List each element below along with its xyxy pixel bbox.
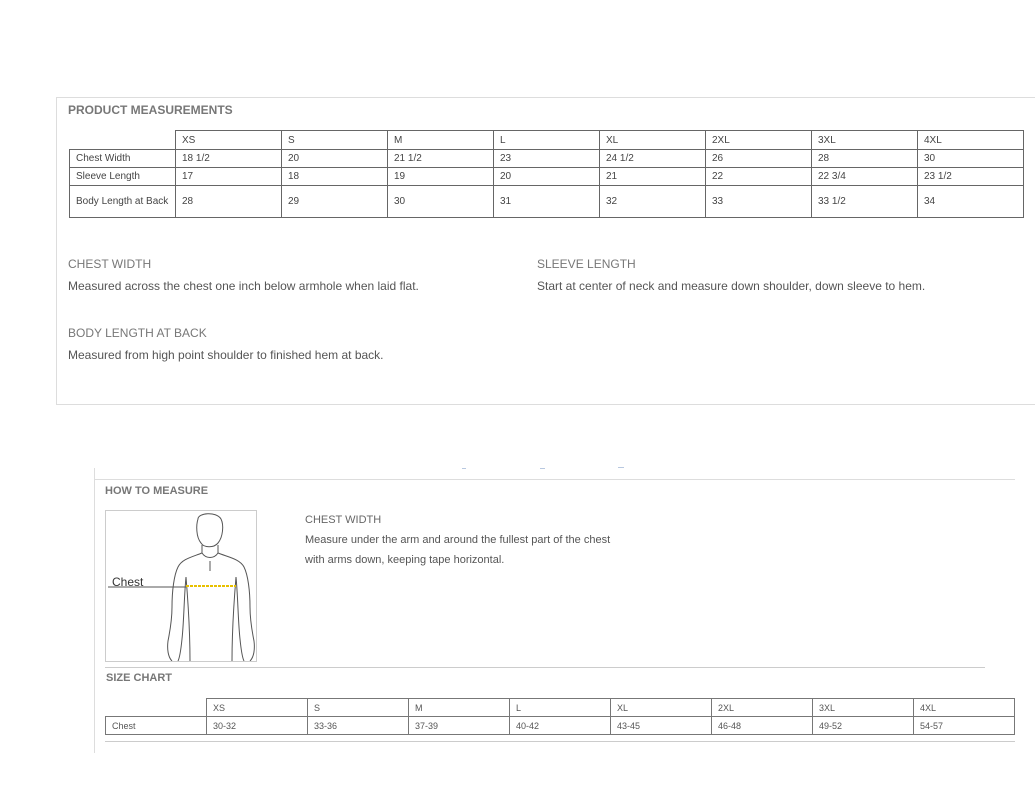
chest-label: Chest	[112, 575, 144, 589]
table-cell: 23 1/2	[918, 168, 1024, 186]
table-cell: 33 1/2	[812, 186, 918, 218]
table-cell: 33	[706, 186, 812, 218]
size-header: XS	[176, 131, 282, 150]
size-header: 3XL	[812, 131, 918, 150]
table-cell: 28	[176, 186, 282, 218]
product-measurements-title: PRODUCT MEASUREMENTS	[68, 103, 233, 117]
table-row	[70, 186, 1024, 218]
table-cell: 46-48	[712, 717, 813, 735]
row-label: Sleeve Length	[70, 168, 176, 186]
size-header: XL	[611, 699, 712, 717]
table-row	[70, 150, 1024, 168]
size-header-row	[70, 131, 1024, 150]
size-header: M	[388, 131, 494, 150]
table-cell: 31	[494, 186, 600, 218]
table-cell: 28	[812, 150, 918, 168]
size-chart-table	[105, 698, 1015, 735]
chest-width-instruction: Measure under the arm and around the fullest part of the chest	[305, 534, 611, 546]
size-header: 4XL	[914, 699, 1015, 717]
table-cell: 43-45	[611, 717, 712, 735]
table-cell: 54-57	[914, 717, 1015, 735]
table-cell: 37-39	[409, 717, 510, 735]
table-cell: 30-32	[207, 717, 308, 735]
measurement-figure	[105, 510, 257, 662]
row-label: Chest Width	[70, 150, 176, 168]
table-cell: 29	[282, 186, 388, 218]
sleeve-length-description: Start at center of neck and measure down shoulder, down sleeve to hem.	[537, 279, 926, 293]
size-header: M	[409, 699, 510, 717]
row-label: Chest	[106, 717, 207, 735]
table-row	[70, 168, 1024, 186]
table-cell: 40-42	[510, 717, 611, 735]
table-cell: 21 1/2	[388, 150, 494, 168]
product-measurements-panel	[56, 97, 1035, 405]
table-cell: 17	[176, 168, 282, 186]
size-header: XS	[207, 699, 308, 717]
table-cell: 22	[706, 168, 812, 186]
table-cell: 22 3/4	[812, 168, 918, 186]
table-cell: 18 1/2	[176, 150, 282, 168]
size-header: 3XL	[813, 699, 914, 717]
chest-width-heading: CHEST WIDTH	[68, 257, 152, 271]
size-header: XL	[600, 131, 706, 150]
size-header-row	[106, 699, 1015, 717]
table-row	[106, 717, 1015, 735]
product-measurements-table	[69, 130, 1024, 218]
how-to-measure-panel	[94, 468, 1015, 753]
chest-width-instruction: with arms down, keeping tape horizontal.	[305, 554, 505, 566]
table-cell: 34	[918, 186, 1024, 218]
body-length-heading: BODY LENGTH AT BACK	[68, 326, 207, 340]
size-header: L	[494, 131, 600, 150]
table-cell: 20	[282, 150, 388, 168]
table-cell: 49-52	[813, 717, 914, 735]
table-cell: 23	[494, 150, 600, 168]
how-to-measure-title: HOW TO MEASURE	[105, 485, 209, 497]
table-cell: 30	[918, 150, 1024, 168]
divider	[105, 741, 1015, 742]
table-cell: 32	[600, 186, 706, 218]
size-header: 2XL	[712, 699, 813, 717]
chest-width-heading: CHEST WIDTH	[305, 514, 382, 526]
table-cell: 30	[388, 186, 494, 218]
size-header: S	[282, 131, 388, 150]
table-cell: 20	[494, 168, 600, 186]
table-cell: 21	[600, 168, 706, 186]
chest-width-description: Measured across the chest one inch below armhole when laid flat.	[68, 279, 419, 293]
divider	[95, 479, 1015, 480]
size-header: 2XL	[706, 131, 812, 150]
row-label: Body Length at Back	[70, 186, 176, 218]
sleeve-length-heading: SLEEVE LENGTH	[537, 257, 636, 271]
table-cell: 26	[706, 150, 812, 168]
table-cell: 19	[388, 168, 494, 186]
size-chart-title: SIZE CHART	[106, 672, 172, 684]
divider	[105, 667, 985, 668]
table-cell: 18	[282, 168, 388, 186]
table-cell: 24 1/2	[600, 150, 706, 168]
size-header: S	[308, 699, 409, 717]
table-cell: 33-36	[308, 717, 409, 735]
size-header: L	[510, 699, 611, 717]
size-header: 4XL	[918, 131, 1024, 150]
body-length-description: Measured from high point shoulder to finished hem at back.	[68, 348, 384, 362]
